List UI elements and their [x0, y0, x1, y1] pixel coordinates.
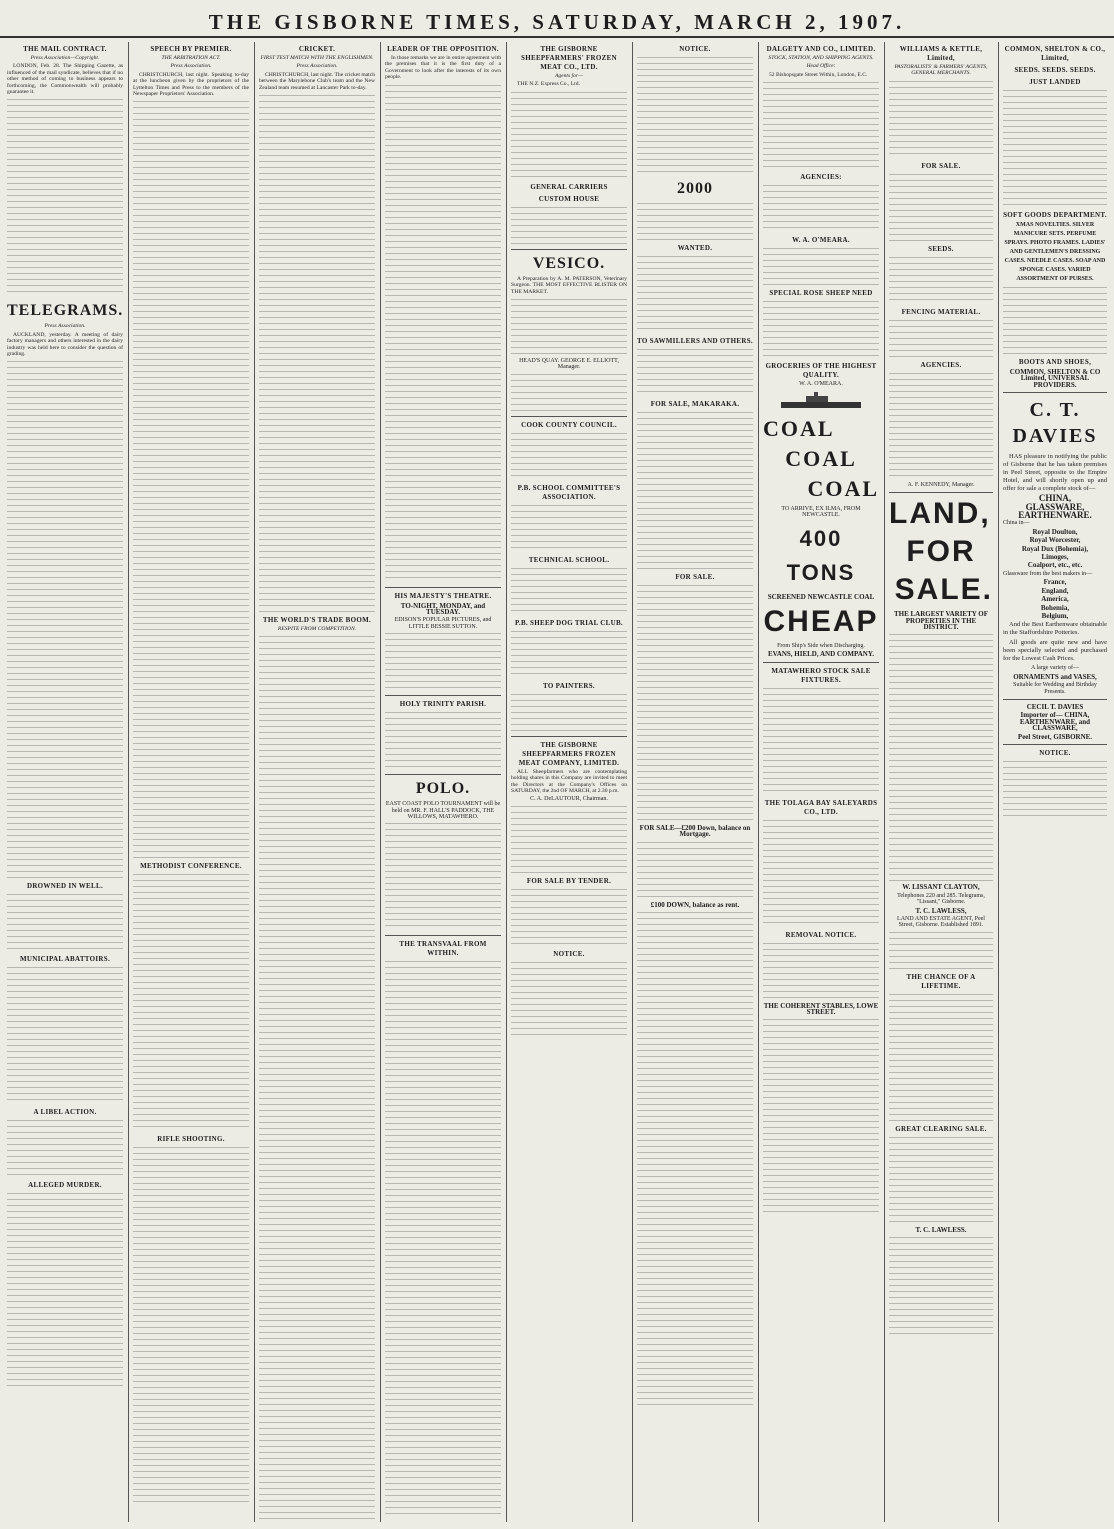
masthead: THE GISBORNE TIMES, SATURDAY, MARCH 2, 1907.	[0, 10, 1114, 38]
ad-large-variety: A large variety of—	[1030, 665, 1080, 672]
text-block	[763, 1017, 879, 1217]
text-block	[511, 372, 627, 412]
ad-for: FOR	[906, 535, 976, 569]
text-block	[637, 410, 753, 570]
ad-dalgety-office: Head Office:	[806, 63, 836, 70]
text-block	[889, 632, 993, 882]
text-block	[133, 1145, 249, 1505]
text-block	[763, 686, 879, 796]
headline-drowned: DROWNED IN WELL.	[26, 882, 104, 891]
ad-cheap: CHEAP	[763, 604, 879, 638]
headline-cricket: CRICKET.	[298, 45, 336, 53]
notice-cook-county: COOK COUNTY COUNCIL.	[521, 420, 617, 429]
text-block	[889, 318, 993, 358]
ad-glassware: GLASSWARE,	[1025, 501, 1085, 512]
ad-polo-text: EAST COAST POLO TOURNAMENT will be held on MR. F. HALL'S PADDOCK, THE WILLOWS, MATAWHERO.	[385, 801, 501, 821]
ad-ornaments: ORNAMENTS and VASES,	[1013, 672, 1097, 681]
subhead: RESPITE FROM COMPETITION.	[277, 626, 357, 633]
article-text: LONDON, Feb. 28. The Shipping Gazette, as influenced of the mail syndicate, believes that if no other method of coming to business appears to forthcoming, the Commonwealth will probably guarantee it.	[7, 63, 123, 96]
text-block	[511, 90, 627, 180]
notice-tender: FOR SALE BY TENDER.	[526, 876, 612, 885]
column-9	[1000, 42, 1110, 1522]
ad-staffordshire: And the Best Earthenware obtainable in the Staffordshire Potteries.	[1003, 621, 1107, 637]
text-block	[385, 959, 501, 1519]
column-2	[130, 42, 252, 1522]
ad-boots: BOOTS AND SHOES,	[1018, 358, 1092, 366]
text-block	[7, 965, 123, 1105]
text-block	[7, 1191, 123, 1391]
ad-makaraka: FOR SALE, MAKARAKA.	[650, 400, 740, 408]
ad-new-goods: All goods are quite new and have been specially selected and purchased for the Lowest Cash Prices.	[1003, 639, 1107, 663]
ad-lawless-sign: T. C. LAWLESS.	[915, 1225, 967, 1234]
text-block	[1003, 285, 1107, 355]
ad-carriers: GENERAL CARRIERS	[530, 182, 608, 191]
text-block	[889, 371, 993, 481]
text-block	[637, 910, 753, 1410]
notice-school-committee: P.B. SCHOOL COMMITTEE'S ASSOCIATION.	[517, 483, 621, 501]
ad-sale: SALE.	[894, 573, 993, 607]
ad-chance: THE CHANCE OF A LIFETIME.	[906, 972, 976, 990]
text-block	[889, 172, 993, 242]
text-block	[637, 201, 753, 241]
text-block	[763, 941, 879, 1001]
text-block	[889, 1135, 993, 1225]
text-block	[1003, 759, 1107, 819]
ad-matawhero: MATAWHERO STOCK SALE FIXTURES.	[771, 666, 871, 684]
text-block	[511, 503, 627, 553]
text-block	[511, 887, 627, 947]
ad-stables: THE COHERENT STABLES, LOWE STREET.	[763, 1001, 879, 1017]
column-4	[382, 42, 504, 1522]
ad-peel-street: Peel Street, GISBORNE.	[1017, 732, 1093, 741]
ad-groceries: GROCERIES OF THE HIGHEST QUALITY.	[765, 362, 877, 380]
ad-agencies: AGENCIES:	[800, 173, 842, 182]
column-1	[4, 42, 126, 1522]
text-block	[511, 431, 627, 481]
ad-vesico-heading: VESICO.	[532, 254, 606, 272]
ad-williams-sub: PASTORALISTS' & FARMERS' AGENTS, GENERAL MERCHANTS.	[894, 64, 988, 77]
text-block	[763, 80, 879, 170]
ad-clayton: W. LISSANT CLAYTON,	[902, 883, 980, 892]
text-block	[7, 359, 123, 879]
subhead: THE ARBITRATION ACT.	[161, 55, 221, 61]
text-block	[511, 804, 627, 874]
ad-sawmillers: TO SAWMILLERS AND OTHERS.	[637, 337, 753, 345]
column-rule	[506, 42, 507, 1522]
ad-importer: Importer of— CHINA, EARTHENWARE, and CLASSWARE,	[1019, 711, 1091, 733]
column-7	[760, 42, 882, 1522]
ad-polo-heading: POLO.	[415, 780, 471, 798]
byline: Press Association—Copyright.	[30, 55, 100, 61]
column-3	[256, 42, 378, 1522]
column-rule	[254, 42, 255, 1522]
divider	[763, 662, 879, 663]
divider	[511, 416, 627, 417]
text-block	[385, 631, 501, 691]
text-block	[1003, 88, 1107, 208]
ad-200-down: FOR SALE—£200 Down, balance on Mortgage.	[639, 824, 751, 839]
ad-davies-text: HAS pleasure in notifying the public of Gisborne that he has taken premises in Peel Street, opposite to the Empire Hotel, and will shortly open up and offer for sale a complete stock of—	[1003, 453, 1107, 493]
ad-earthenware: EARTHENWARE.	[1018, 510, 1092, 521]
ad-common-shelton: COMMON, SHELTON & CO., Limited,	[1004, 45, 1106, 62]
headline-methodist: METHODIST CONFERENCE.	[140, 862, 242, 871]
ad-fencing: FENCING MATERIAL.	[901, 307, 981, 316]
ad-vesico-signoff: HEAD'S QUAY. GEORGE E. ELLIOTT, Manager.	[519, 358, 619, 371]
text-block	[889, 79, 993, 159]
ad-cecil: CECIL T. DAVIES	[1026, 702, 1084, 711]
column-rule	[758, 42, 759, 1522]
text-block	[763, 299, 879, 359]
ad-kennedy: A. F. KENNEDY, Manager.	[907, 481, 975, 488]
headline-telegrams: TELEGRAMS.	[7, 302, 124, 320]
text-block	[511, 205, 627, 245]
text-block	[385, 821, 501, 931]
text-block	[511, 692, 627, 732]
headline-transvaal: THE TRANSVAAL FROM WITHIN.	[399, 940, 487, 958]
notice-sheepfarmers-meeting: THE GISBORNE SHEEPFARMERS FROZEN MEAT COMPANY, LIMITED.	[518, 740, 620, 767]
coal-heading-2: COAL	[785, 445, 857, 471]
text-block	[889, 1235, 993, 1335]
ad-clayton-phone: Telephones 220 and 285. Telegrams, "Lissant," Gisborne.	[897, 892, 985, 906]
headline-mail-contract: THE MAIL CONTRACT.	[23, 45, 107, 53]
column-6	[634, 42, 756, 1522]
column-rule	[632, 42, 633, 1522]
ad-china-in: China in—	[1003, 520, 1030, 527]
ad-custom-house: CUSTOM HOUSE	[538, 194, 600, 203]
byline: Press Association.	[296, 63, 338, 70]
ad-glass-from: Glassware from the best makers in—	[1003, 570, 1093, 577]
ad-agents-for: Agents for—	[554, 73, 584, 79]
text-block	[763, 183, 879, 233]
text-block	[133, 872, 249, 1132]
column-8	[886, 42, 996, 1522]
notice-painters: TO PAINTERS.	[543, 681, 595, 690]
text-block	[889, 255, 993, 305]
text-block	[511, 566, 627, 616]
text-block	[889, 992, 993, 1122]
ad-bohemia: Bohemia,	[1040, 603, 1070, 612]
text-block	[637, 840, 753, 900]
byline: Press Association.	[170, 63, 212, 70]
text-block	[7, 892, 123, 952]
byline: Press Association.	[44, 323, 86, 330]
headline-trade-boom: THE WORLD'S TRADE BOOM.	[262, 616, 372, 625]
text-block	[511, 629, 627, 679]
ad-lawless: T. C. LAWLESS,	[915, 906, 967, 915]
headline-abattoirs: MUNICIPAL ABATTOIRS.	[19, 955, 111, 964]
ad-america: America,	[1041, 595, 1069, 604]
text-block	[511, 960, 627, 1040]
ad-wedding: Suitable for Wedding and Birthday Presents.	[1013, 682, 1097, 695]
ad-theatre-dates: TO-NIGHT, MONDAY, and TUESDAY.	[400, 601, 486, 617]
subhead: FIRST TEST MATCH WITH THE ENGLISHMEN.	[260, 55, 374, 61]
ad-tolaga: THE TOLAGA BAY SALEYARDS CO., LTD.	[764, 798, 878, 816]
text-block	[511, 297, 627, 357]
text-block	[385, 710, 501, 770]
ad-rose-sheep: SPECIAL ROSE SHEEP NEED	[769, 289, 873, 298]
coal-heading-3: COAL	[807, 475, 879, 501]
ad-2000-heading: 2000	[677, 180, 713, 197]
text-block	[385, 83, 501, 583]
divider	[385, 587, 501, 588]
ad-limoges: Limoges,	[1041, 553, 1069, 562]
text-block	[763, 246, 879, 286]
ad-parish-heading: HOLY TRINITY PARISH.	[399, 700, 487, 709]
ad-france: France,	[1043, 578, 1067, 587]
ad-screened: SCREENED NEWCASTLE COAL	[767, 593, 875, 602]
divider	[385, 695, 501, 696]
headline-premier: SPEECH BY PREMIER.	[150, 45, 232, 53]
text-block	[637, 254, 753, 334]
text-block	[889, 930, 993, 970]
ad-clearing: GREAT CLEARING SALE.	[895, 1124, 987, 1133]
ad-for-sale: FOR SALE.	[675, 573, 715, 581]
ad-seeds-banner: SEEDS. SEEDS. SEEDS.	[1014, 66, 1096, 74]
text-block	[7, 97, 123, 297]
article-text: AUCKLAND, yesterday. A meeting of dairy factory managers and others interested in the dairy industry was held here to consider the question of grading.	[7, 331, 123, 358]
text-block	[637, 347, 753, 397]
column-5	[508, 42, 630, 1522]
ad-england: England,	[1041, 586, 1069, 595]
ad-sheepfarmers-heading: THE GISBORNE SHEEPFARMERS' FROZEN MEAT CO., LTD.	[521, 45, 617, 71]
coal-heading-1: COAL	[763, 415, 835, 441]
ad-agencies: AGENCIES.	[920, 360, 962, 369]
divider	[1003, 699, 1107, 700]
ad-dalgety-address: 52 Bishopsgate Street Within, London, E.C.	[769, 71, 868, 78]
divider	[511, 736, 627, 737]
ad-items: XMAS NOVELTIES. SILVER MANICURE SETS. PERFUME SPRAYS. PHOTO FRAMES. LADIES' AND GENTLEMEN'S DRESSING CASES. NEEDLE CASES. SOAP AND SPONGE CASES. VARIED ASSORTMENT OF PURSES.	[1004, 222, 1106, 282]
headline-murder: ALLEGED MURDER.	[28, 1181, 102, 1190]
article-text: In those remarks we are in entire agreement with the premises that it is the first duty of a Government to look after the interests of its own people.	[385, 55, 501, 81]
notice-heading: NOTICE.	[679, 45, 711, 53]
headline-rifle: RIFLE SHOOTING.	[157, 1135, 225, 1144]
ad-wanted: WANTED.	[677, 244, 713, 252]
article-text: CHRISTCHURCH, last night. The cricket match between the Marylebone Club's team and the New Zealand team resumed at Lancaster Park to-day.	[259, 71, 375, 91]
ad-evans: EVANS, HIELD, AND COMPANY.	[767, 650, 875, 659]
ad-dalgety-heading: DALGETY AND CO., LIMITED.	[766, 45, 876, 53]
ad-belgium: Belgium,	[1041, 611, 1069, 620]
ad-100-down: £100 DOWN, balance as rent.	[650, 900, 740, 909]
notice-meeting-text: ALL Sheepfarmers who are contemplating holding shares in this Company are invited to meet the Directors at the Company's Offices on SATURDAY, the 2nd OF MARCH, at 2.30 p.m.	[511, 768, 627, 795]
ad-dux: Royal Dux (Bohemia),	[1021, 544, 1089, 553]
column-rule	[128, 42, 129, 1522]
text-block	[259, 634, 375, 1522]
ad-omeara-sign: W. A. O'MEARA.	[799, 381, 843, 388]
text-block	[259, 93, 375, 613]
headline-libel: A LIBEL ACTION.	[33, 1108, 97, 1117]
divider	[1003, 744, 1107, 745]
ad-doulton: Royal Doulton,	[1032, 527, 1078, 536]
divider	[889, 492, 993, 493]
divider	[511, 249, 627, 250]
ad-largest-variety: THE LARGEST VARIETY OF PROPERTIES IN THE DISTRICT.	[893, 610, 989, 632]
column-rule	[998, 42, 999, 1522]
text-block	[7, 1118, 123, 1178]
ad-universal: COMMON, SHELTON & CO Limited, UNIVERSAL PROVIDERS.	[1009, 368, 1101, 389]
text-block	[637, 55, 753, 175]
ad-soft-goods: SOFT GOODS DEPARTMENT.	[1003, 211, 1107, 219]
ad-just-landed: JUST LANDED	[1029, 78, 1081, 86]
ad-seeds: SEEDS.	[928, 244, 954, 253]
ad-arrive: TO ARRIVE, EX ILMA, FROM NEWCASTLE.	[781, 505, 861, 519]
steamship-icon	[776, 392, 866, 412]
ad-vesico-text: A Preparation by A. M. PATERSON, Veterinary Surgeon. THE MOST EFFECTIVE BLISTER ON THE MARKET.	[511, 275, 627, 295]
ad-for-sale: FOR SALE.	[921, 161, 961, 170]
ad-worcester: Royal Worcester,	[1029, 536, 1081, 545]
ad-notice: NOTICE.	[1039, 748, 1071, 757]
ad-china: CHINA,	[1038, 493, 1072, 504]
ad-land: LAND,	[889, 497, 991, 531]
ad-davies-name: C. T. DAVIES	[1012, 399, 1098, 448]
headline-opposition: LEADER OF THE OPPOSITION.	[387, 45, 499, 53]
ad-dalgety-sub: STOCK, STATION, AND SHIPPING AGENTS.	[768, 55, 874, 61]
ad-removal: REMOVAL NOTICE.	[785, 930, 857, 939]
column-rule	[884, 42, 885, 1522]
column-rule	[380, 42, 381, 1522]
text-block	[763, 818, 879, 928]
ad-text: THE N.Z. Express Co., Ltd.	[517, 81, 580, 88]
ad-lawless-sub: LAND AND ESTATE AGENT, Peel Street, Gisborne. Established 1891.	[897, 916, 985, 929]
notice-technical-school: TECHNICAL SCHOOL.	[528, 555, 610, 564]
text-block	[637, 583, 753, 823]
divider	[385, 935, 501, 936]
ad-theatre-heading: HIS MAJESTY'S THEATRE.	[394, 591, 492, 600]
notice-sheep-dog: P.B. SHEEP DOG TRIAL CLUB.	[515, 618, 623, 627]
ad-williams-heading: WILLIAMS & KETTLE, Limited,	[899, 45, 983, 62]
divider	[385, 774, 501, 775]
ad-coalport: Coalport, etc., etc.	[1027, 561, 1083, 570]
divider	[1003, 392, 1107, 393]
ad-ship-side: From Ship's Side when Discharging.	[777, 642, 865, 649]
notice-chairman: C. A. DeLAUTOUR, Chairman.	[530, 796, 608, 803]
text-block	[133, 99, 249, 859]
notice-heading: NOTICE.	[553, 949, 585, 958]
ad-omeara: W. A. O'MEARA.	[792, 236, 850, 245]
article-text: CHRISTCHURCH, last night. Speaking to-day at the luncheon given by the proprietors of the Lyttelton Times and Press to the members of the Newspaper Proprietors' Association.	[133, 71, 249, 98]
ad-400-tons: 400 TONS	[786, 526, 856, 586]
ad-theatre-program: EDISON'S POPULAR PICTURES, and LITTLE BESSIE SUTTON.	[394, 617, 492, 630]
